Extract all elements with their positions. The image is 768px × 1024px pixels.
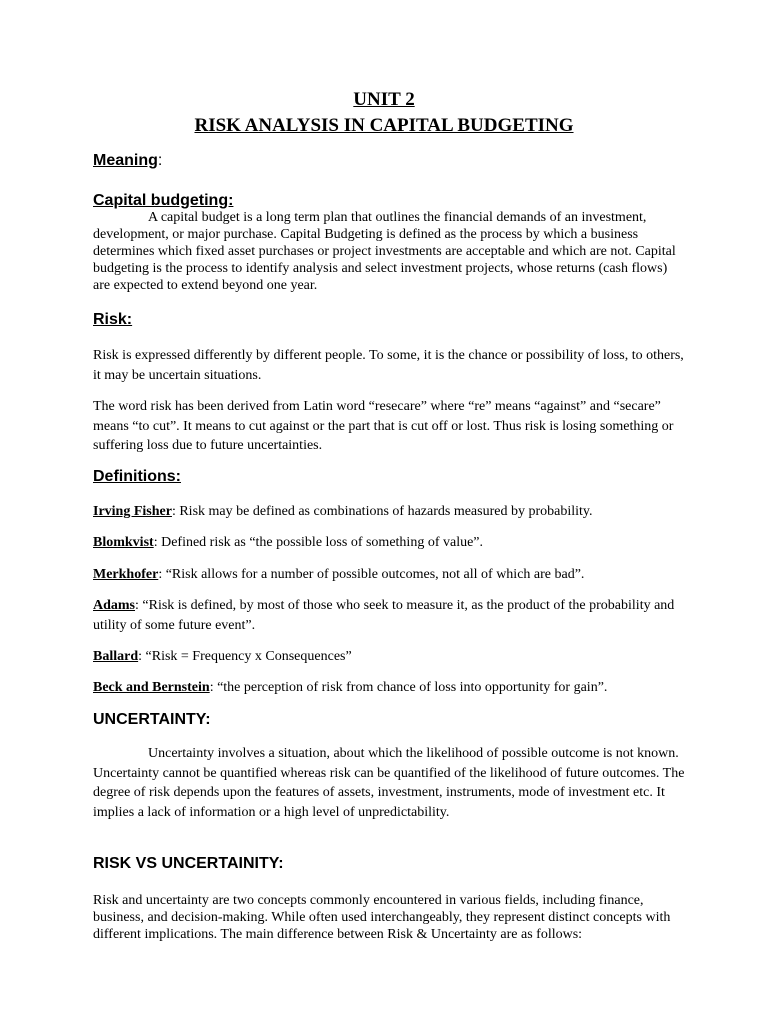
risk-heading-text: Risk: [93, 311, 133, 328]
risk-paragraph-1: Risk is expressed differently by different people. To some, it is the chance or possibility of loss, to others, it may be uncertain situations. [93, 348, 684, 383]
risk-vs-uncertainty-heading: RISK VS UNCERTAINITY: [93, 855, 284, 872]
definition-item [93, 678, 685, 698]
capital-budgeting-heading [93, 191, 233, 211]
capital-budgeting-heading-text: Capital budgeting: [93, 192, 234, 209]
definition-text: : Risk may be defined as combinations of hazards measured by probability. [171, 504, 593, 519]
risk-vs-uncertainty-paragraph: Risk and uncertainty are two concepts commonly encountered in various fields, including finance, business, and decision-making. While often used interchangeably, they represent distinct concepts with different implications. The main difference between Risk & Uncertainty are as follows: [93, 893, 671, 942]
capital-budgeting-paragraph: A capital budget is a long term plan that outlines the financial demands of an investment, development, or major purchase. Capital Budgeting is defined as the process by which a business determines which fixed asset purchases or project investments are acceptable and which are not. Capital budgeting is the process to identify analysis and select investment projects, whose returns (cash flows) are expected to extend beyond one year. [93, 210, 676, 293]
definition-item [93, 596, 685, 635]
definition-text: : “Risk is defined, by most of those who seek to measure it, as the product of the probability and utility of some future event”. [93, 598, 675, 633]
definition-item [93, 647, 685, 667]
definitions-heading-text: Definitions: [93, 468, 181, 485]
definition-item [93, 502, 685, 522]
meaning-heading-text: Meaning [93, 152, 158, 169]
definition-term: Irving Fisher [93, 504, 172, 519]
definition-text: : “Risk allows for a number of possible outcomes, not all of which are bad”. [158, 567, 585, 582]
uncertainty-paragraph: Uncertainty involves a situation, about which the likelihood of possible outcome is not known. Uncertainty cannot be quantified whereas risk can be quantified of the likelihood of future outcomes. The degree of risk depends upon the features of assets, investment, instruments, mode of investment etc. It implies a lack of information or a high level of unpredictability. [93, 746, 685, 820]
definition-item [93, 533, 685, 553]
definition-item [93, 565, 685, 585]
definition-term: Blomkvist [93, 535, 154, 550]
definition-term: Adams [93, 598, 136, 613]
risk-heading [93, 310, 132, 330]
document-title: RISK ANALYSIS IN CAPITAL BUDGETING [194, 115, 574, 136]
risk-paragraph-2: The word risk has been derived from Latin word “resecare” where “re” means “against” and “secare” means “to cut”. It means to cut against or the part that is cut off or lost. Thus risk is losing something or suffering loss due to future uncertainties. [93, 399, 674, 453]
definition-text: : “Risk = Frequency x Consequences” [138, 649, 352, 664]
unit-title: UNIT 2 [353, 89, 415, 110]
definition-text: : Defined risk as “the possible loss of something of value”. [153, 535, 484, 550]
definition-term: Merkhofer [93, 567, 159, 582]
definition-term: Ballard [93, 649, 139, 664]
meaning-colon: : [157, 152, 163, 169]
definition-term: Beck and Bernstein [93, 680, 210, 695]
uncertainty-heading: UNCERTAINTY: [93, 711, 211, 728]
definition-text: : “the perception of risk from chance of loss into opportunity for gain”. [209, 680, 608, 695]
definitions-heading [93, 467, 181, 487]
meaning-heading [93, 151, 162, 171]
